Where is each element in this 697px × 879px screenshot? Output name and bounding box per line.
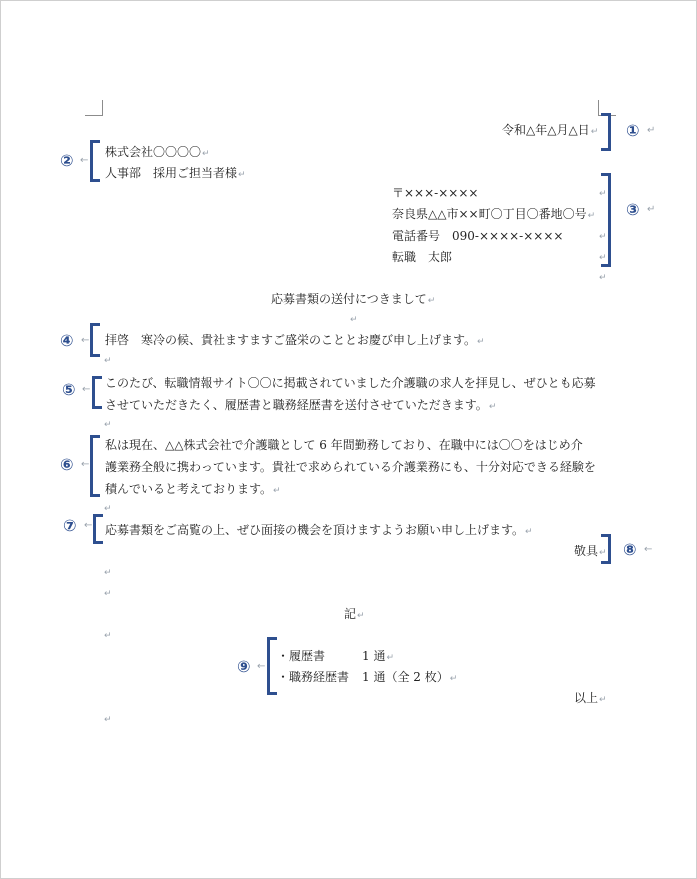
enclosure-count: 1 通↵ xyxy=(362,649,394,663)
paragraph-mark: ↵ xyxy=(104,715,112,725)
bracket-5 xyxy=(92,376,102,409)
paragraph-mark: ↵ xyxy=(599,189,607,199)
paragraph-mark: ↵ xyxy=(599,253,607,263)
bracket-3 xyxy=(601,173,611,267)
enclosure-item: ・職務経歴書 xyxy=(277,670,350,684)
bracket-9 xyxy=(267,637,277,695)
marker-4: ④ xyxy=(60,331,74,350)
enclosure-count: 1 通（全 2 枚）↵ xyxy=(362,670,458,684)
marker-6-arrow: ← xyxy=(81,459,90,470)
date-text: 令和△年△月△日 xyxy=(502,123,590,137)
date-line xyxy=(502,122,598,140)
marker-9-arrow: ← xyxy=(257,661,266,672)
marker-1: ① xyxy=(626,121,640,140)
ki-line: 記↵ xyxy=(344,607,365,621)
sender-address: 奈良県△△市××町〇丁目〇番地〇号↵ xyxy=(392,207,596,221)
enclosure-item: ・履歴書 xyxy=(277,649,326,663)
paragraph-mark: ↵ xyxy=(599,232,607,242)
end-line: 以上↵ xyxy=(574,691,607,705)
experience-line-1: 私は現在、△△株式会社で介護職として 6 年間勤務しており、在職中には〇〇をはじめ介 xyxy=(105,438,583,452)
experience-line-3: 積んでいると考えております。↵ xyxy=(105,482,281,496)
bracket-7 xyxy=(93,514,103,544)
paragraph-mark: ↵ xyxy=(104,356,112,366)
paragraph-mark: ↵ xyxy=(104,420,112,430)
closing-word-line: 敬具↵ xyxy=(574,544,607,558)
marker-8-arrow: ← xyxy=(644,544,653,555)
paragraph-mark: ↵ xyxy=(590,127,599,137)
bracket-4 xyxy=(90,323,100,357)
marker-5: ⑤ xyxy=(62,380,76,399)
marker-6: ⑥ xyxy=(60,455,74,474)
marker-2: ② xyxy=(60,151,74,170)
bracket-2 xyxy=(90,140,100,182)
recipient-company: 株式会社〇〇〇〇↵ xyxy=(105,145,210,159)
marker-7-arrow: ← xyxy=(84,520,93,531)
bracket-1 xyxy=(601,113,611,151)
closing-request-line: 応募書類をご高覧の上、ぜひ面接の機会を頂けますようお願い申し上げます。↵ xyxy=(105,523,533,537)
paragraph-mark: ↵ xyxy=(104,631,112,641)
intro-line-1: このたび、転職情報サイト〇〇に掲載されていました介護職の求人を拝見し、ぜひとも応募 xyxy=(105,376,596,390)
marker-5-arrow: ← xyxy=(82,384,91,395)
recipient-department: 人事部 採用ご担当者様↵ xyxy=(105,166,246,180)
paragraph-mark: ↵ xyxy=(104,589,112,599)
paragraph-mark: ↵ xyxy=(350,315,358,325)
intro-line-2: させていただきたく、履歴書と職務経歴書を送付させていただきます。↵ xyxy=(105,398,497,412)
sender-phone: 電話番号 090-××××-×××× xyxy=(392,229,564,243)
sender-postal: 〒×××-×××× xyxy=(392,186,479,200)
subject-line: 応募書類の送付につきまして↵ xyxy=(271,292,436,306)
crop-mark-top-left xyxy=(85,100,103,116)
paragraph-mark: ↵ xyxy=(104,504,112,514)
marker-2-arrow: ← xyxy=(80,155,89,166)
marker-3: ③ xyxy=(626,200,640,219)
experience-line-2: 護業務全般に携わっています。貴社で求められている介護業務にも、十分対応できる経験を xyxy=(105,460,596,474)
paragraph-mark: ↵ xyxy=(599,273,607,283)
sender-name: 転職 太郎 xyxy=(392,250,453,264)
marker-3-arrow: ↵ xyxy=(647,204,656,215)
marker-4-arrow: ← xyxy=(81,335,90,346)
bracket-8 xyxy=(601,534,611,564)
marker-8: ⑧ xyxy=(623,540,637,559)
paragraph-mark: ↵ xyxy=(104,568,112,578)
bracket-6 xyxy=(90,435,100,497)
marker-7: ⑦ xyxy=(63,516,77,535)
greeting-line: 拝啓 寒冷の候、貴社ますますご盛栄のこととお慶び申し上げます。↵ xyxy=(105,333,485,347)
marker-9: ⑨ xyxy=(237,657,251,676)
marker-1-arrow: ↵ xyxy=(647,125,656,136)
